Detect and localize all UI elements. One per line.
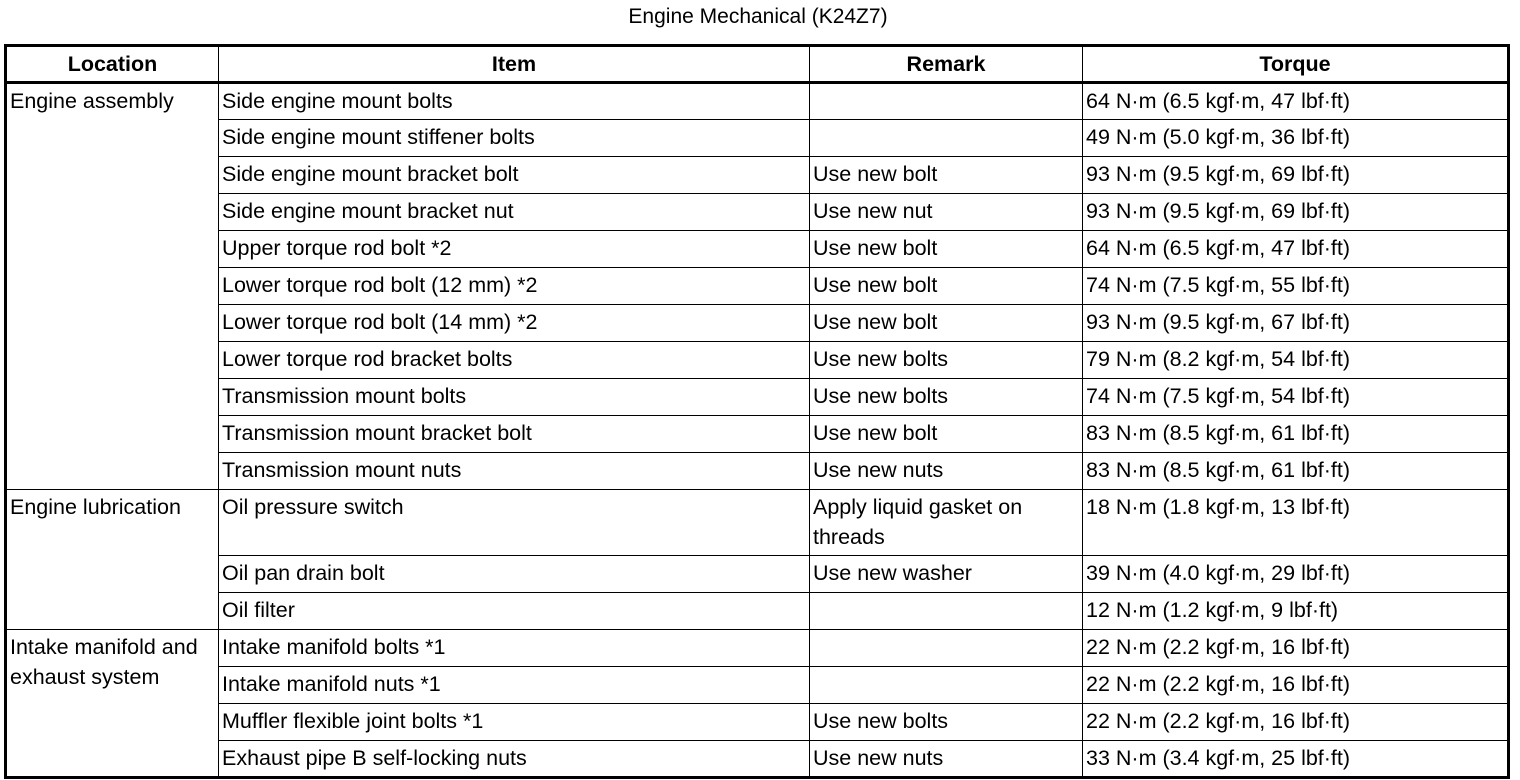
remark-cell: Use new bolt (810, 231, 1083, 268)
table-header (6, 46, 1509, 83)
torque-cell: 33 N·m (3.4 kgf·m, 25 lbf·ft) (1083, 741, 1509, 778)
item-cell: Lower torque rod bolt (12 mm) *2 (219, 268, 810, 305)
table-row (6, 120, 1509, 157)
table-row (6, 194, 1509, 231)
torque-cell: 83 N·m (8.5 kgf·m, 61 lbf·ft) (1083, 453, 1509, 490)
remark-cell (810, 593, 1083, 630)
page-title: Engine Mechanical (K24Z7) (628, 5, 888, 28)
torque-cell: 22 N·m (2.2 kgf·m, 16 lbf·ft) (1083, 667, 1509, 704)
item-cell: Side engine mount bracket bolt (219, 157, 810, 194)
location-cell: Intake manifold and exhaust system (6, 630, 219, 778)
remark-cell: Use new bolts (810, 342, 1083, 379)
table-row (6, 593, 1509, 630)
torque-cell: 22 N·m (2.2 kgf·m, 16 lbf·ft) (1083, 630, 1509, 667)
remark-cell (810, 667, 1083, 704)
remark-cell: Use new bolt (810, 268, 1083, 305)
location-cell: Engine assembly (6, 83, 219, 490)
torque-cell: 93 N·m (9.5 kgf·m, 69 lbf·ft) (1083, 157, 1509, 194)
remark-cell: Use new bolt (810, 157, 1083, 194)
table-row (6, 667, 1509, 704)
item-cell: Exhaust pipe B self-locking nuts (219, 741, 810, 778)
table-row (6, 157, 1509, 194)
torque-cell: 39 N·m (4.0 kgf·m, 29 lbf·ft) (1083, 556, 1509, 593)
torque-cell: 12 N·m (1.2 kgf·m, 9 lbf·ft) (1083, 593, 1509, 630)
remark-cell (810, 83, 1083, 120)
remark-cell (810, 120, 1083, 157)
item-cell: Oil pressure switch (219, 490, 810, 556)
torque-cell: 22 N·m (2.2 kgf·m, 16 lbf·ft) (1083, 704, 1509, 741)
table-row (6, 741, 1509, 778)
torque-cell: 79 N·m (8.2 kgf·m, 54 lbf·ft) (1083, 342, 1509, 379)
item-cell: Muffler flexible joint bolts *1 (219, 704, 810, 741)
item-cell: Transmission mount nuts (219, 453, 810, 490)
item-cell: Lower torque rod bracket bolts (219, 342, 810, 379)
remark-cell: Use new nuts (810, 453, 1083, 490)
item-cell: Transmission mount bracket bolt (219, 416, 810, 453)
table-row (6, 379, 1509, 416)
item-cell: Upper torque rod bolt *2 (219, 231, 810, 268)
header-row (6, 46, 1509, 83)
remark-cell: Use new bolt (810, 305, 1083, 342)
torque-cell: 64 N·m (6.5 kgf·m, 47 lbf·ft) (1083, 231, 1509, 268)
header-item: Item (219, 46, 810, 83)
table-row (6, 704, 1509, 741)
remark-cell: Use new bolt (810, 416, 1083, 453)
item-cell: Oil filter (219, 593, 810, 630)
remark-cell: Apply liquid gasket on threads (810, 490, 1083, 556)
remark-cell: Use new bolts (810, 704, 1083, 741)
item-cell: Transmission mount bolts (219, 379, 810, 416)
table-body (6, 83, 1509, 778)
item-cell: Intake manifold nuts *1 (219, 667, 810, 704)
item-cell: Side engine mount stiffener bolts (219, 120, 810, 157)
torque-cell: 74 N·m (7.5 kgf·m, 55 lbf·ft) (1083, 268, 1509, 305)
torque-cell: 64 N·m (6.5 kgf·m, 47 lbf·ft) (1083, 83, 1509, 120)
table-row (6, 83, 1509, 120)
table-row (6, 416, 1509, 453)
remark-cell (810, 630, 1083, 667)
torque-cell: 49 N·m (5.0 kgf·m, 36 lbf·ft) (1083, 120, 1509, 157)
torque-cell: 18 N·m (1.8 kgf·m, 13 lbf·ft) (1083, 490, 1509, 556)
torque-cell: 83 N·m (8.5 kgf·m, 61 lbf·ft) (1083, 416, 1509, 453)
item-cell: Side engine mount bracket nut (219, 194, 810, 231)
remark-cell: Use new washer (810, 556, 1083, 593)
item-cell: Intake manifold bolts *1 (219, 630, 810, 667)
table-row (6, 556, 1509, 593)
torque-spec-table (4, 44, 1510, 779)
remark-cell: Use new nuts (810, 741, 1083, 778)
table-row (6, 268, 1509, 305)
table-row (6, 490, 1509, 556)
item-cell: Side engine mount bolts (219, 83, 810, 120)
table-row (6, 231, 1509, 268)
table-row (6, 342, 1509, 379)
item-cell: Oil pan drain bolt (219, 556, 810, 593)
table-row (6, 630, 1509, 667)
torque-cell: 93 N·m (9.5 kgf·m, 69 lbf·ft) (1083, 194, 1509, 231)
header-torque: Torque (1083, 46, 1509, 83)
location-cell: Engine lubrication (6, 490, 219, 630)
remark-cell: Use new nut (810, 194, 1083, 231)
torque-cell: 93 N·m (9.5 kgf·m, 67 lbf·ft) (1083, 305, 1509, 342)
table-row (6, 305, 1509, 342)
table-row (6, 453, 1509, 490)
torque-cell: 74 N·m (7.5 kgf·m, 54 lbf·ft) (1083, 379, 1509, 416)
remark-cell: Use new bolts (810, 379, 1083, 416)
header-remark: Remark (810, 46, 1083, 83)
item-cell: Lower torque rod bolt (14 mm) *2 (219, 305, 810, 342)
header-location: Location (6, 46, 219, 83)
